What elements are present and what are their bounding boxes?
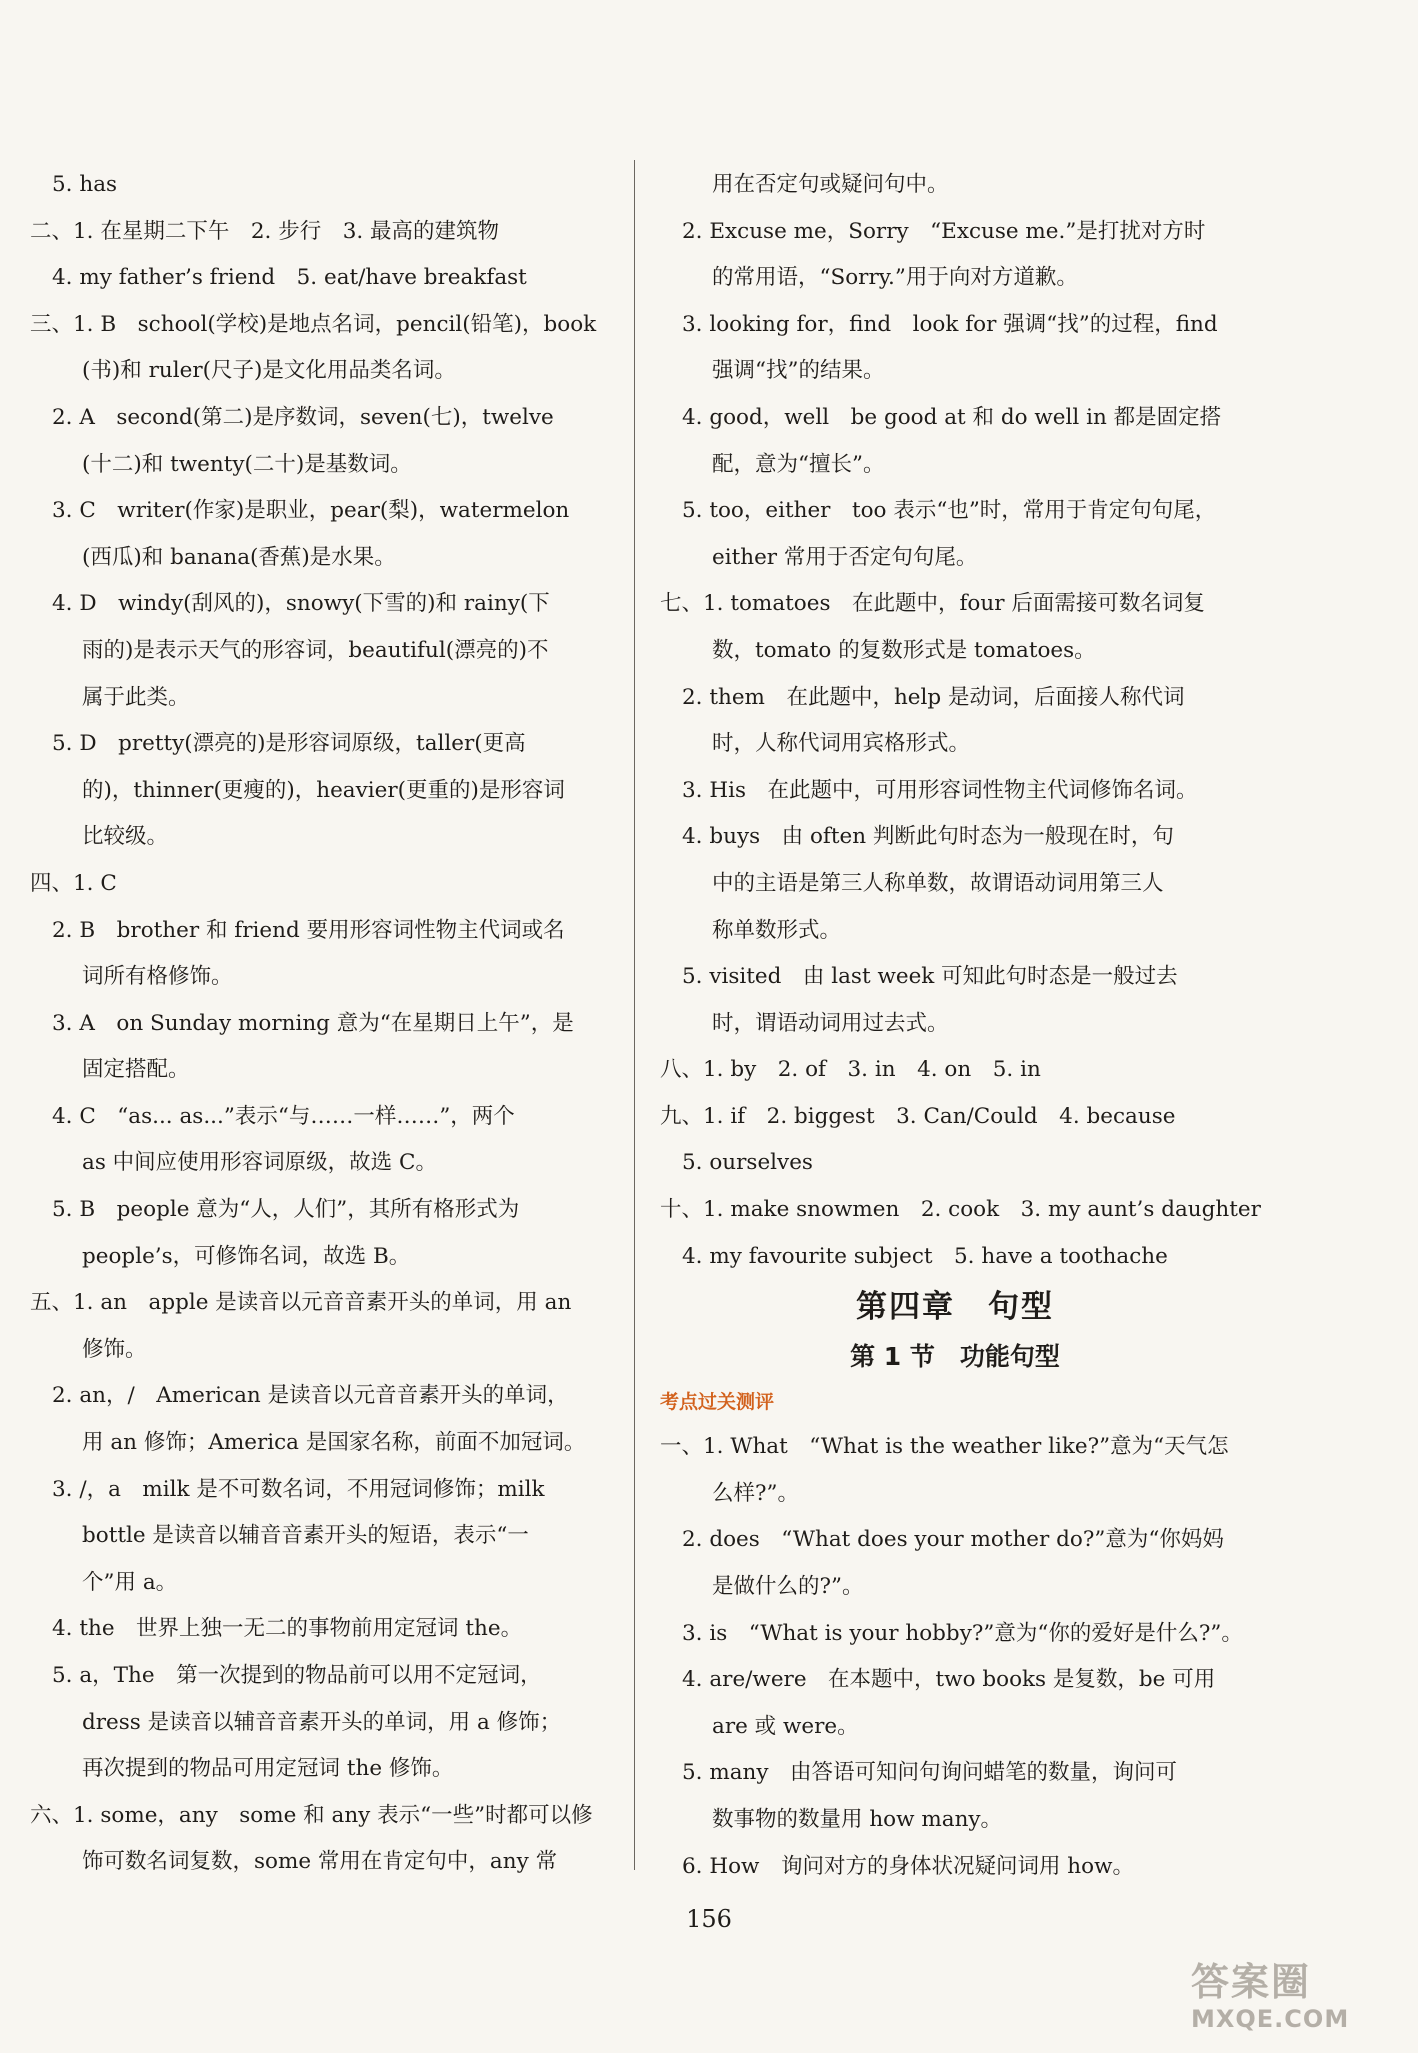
column-divider bbox=[634, 160, 635, 1870]
answer-line: 数，tomato 的复数形式是 tomatoes。 bbox=[712, 637, 1096, 663]
answer-line: 饰可数名词复数，some 常用在肯定句中，any 常 bbox=[82, 1849, 558, 1875]
answer-line: 八、1. by 2. of 3. in 4. on 5. in bbox=[660, 1057, 1041, 1083]
answer-line: 2. Excuse me，Sorry “Excuse me.”是打扰对方时 bbox=[682, 218, 1206, 244]
answer-line: 3. /，a milk 是不可数名词，不用冠词修饰；milk bbox=[52, 1476, 545, 1502]
answer-line: (西瓜)和 banana(香蕉)是水果。 bbox=[82, 544, 396, 570]
answer-line: 4. good，well be good at 和 do well in 都是固定搭 bbox=[682, 404, 1222, 430]
answer-line: 固定搭配。 bbox=[82, 1057, 190, 1083]
answer-line: 4. my father’s friend 5. eat/have breakfast bbox=[52, 265, 527, 291]
answer-line: 5. visited 由 last week 可知此句时态是一般过去 bbox=[682, 964, 1178, 990]
answer-line: either 常用于否定句句尾。 bbox=[712, 544, 978, 570]
answer-line: 5. B people 意为“人，人们”，其所有格形式为 bbox=[52, 1197, 520, 1223]
answer-line: 五、1. an apple 是读音以元音音素开头的单词，用 an bbox=[30, 1290, 572, 1316]
answer-line: 4. buys 由 often 判断此句时态为一般现在时，句 bbox=[682, 824, 1174, 850]
answer-line: 词所有格修饰。 bbox=[82, 964, 233, 990]
answer-line: 5. many 由答语可知问句询问蜡笔的数量，询问可 bbox=[682, 1760, 1178, 1786]
answer-line: 4. C “as... as...”表示“与……一样……”，两个 bbox=[52, 1103, 515, 1129]
watermark-logo bbox=[1191, 1959, 1396, 2039]
answer-line: 3. is “What is your hobby?”意为“你的爱好是什么?”。 bbox=[682, 1620, 1243, 1646]
answer-line: 雨的)是表示天气的形容词，beautiful(漂亮的)不 bbox=[82, 637, 549, 663]
answer-line: 2. does “What does your mother do?”意为“你妈妈 bbox=[682, 1527, 1224, 1553]
answer-line: 5. too，either too 表示“也”时，常用于肯定句句尾， bbox=[682, 498, 1217, 524]
chapter-heading: 第四章 句型 bbox=[856, 1289, 1054, 1326]
answer-line: 一、1. What “What is the weather like?”意为“天气怎 bbox=[660, 1434, 1229, 1460]
answer-line: 称单数形式。 bbox=[712, 917, 842, 943]
answer-line: 的)，thinner(更瘦的)，heavier(更重的)是形容词 bbox=[82, 777, 565, 803]
answer-line: 九、1. if 2. biggest 3. Can/Could 4. because bbox=[660, 1103, 1176, 1129]
answer-line: 数事物的数量用 how many。 bbox=[712, 1807, 1003, 1832]
answer-line: 中的主语是第三人称单数，故谓语动词用第三人 bbox=[712, 870, 1164, 896]
answer-line: bottle 是读音以辅音音素开头的短语，表示“一 bbox=[82, 1523, 529, 1549]
answer-line: 的常用语，“Sorry.”用于向对方道歉。 bbox=[712, 265, 1078, 291]
answer-line: 5. has bbox=[52, 172, 118, 197]
answer-line: 比较级。 bbox=[82, 824, 169, 850]
answer-line: 4. my favourite subject 5. have a toothache bbox=[682, 1243, 1168, 1269]
answer-line: 配，意为“擅长”。 bbox=[712, 451, 885, 477]
answer-line: 么样?”。 bbox=[712, 1480, 800, 1506]
test-tag: 考点过关测评 bbox=[660, 1391, 775, 1414]
answer-line: 5. D pretty(漂亮的)是形容词原级，taller(更高 bbox=[52, 731, 526, 757]
answer-line: 七、1. tomatoes 在此题中，four 后面需接可数名词复 bbox=[660, 591, 1205, 617]
page-number: 156 bbox=[686, 1905, 732, 1933]
answer-line: (书)和 ruler(尺子)是文化用品类名词。 bbox=[82, 358, 456, 384]
answer-line: 三、1. B school(学校)是地点名词，pencil(铅笔)，book bbox=[30, 311, 597, 337]
answer-line: 时，谓语动词用过去式。 bbox=[712, 1010, 949, 1036]
answer-line: dress 是读音以辅音音素开头的单词，用 a 修饰； bbox=[82, 1709, 562, 1735]
answer-line: (十二)和 twenty(二十)是基数词。 bbox=[82, 451, 412, 477]
answer-line: 3. His 在此题中，可用形容词性物主代词修饰名词。 bbox=[682, 777, 1198, 803]
answer-line: 用 an 修饰；America 是国家名称，前面不加冠词。 bbox=[82, 1430, 586, 1456]
watermark-url: MXQE.COM bbox=[1191, 2005, 1350, 2033]
answer-line: 六、1. some，any some 和 any 表示“一些”时都可以修 bbox=[30, 1802, 593, 1828]
answer-line: 5. ourselves bbox=[682, 1150, 813, 1176]
answer-line: 个”用 a。 bbox=[82, 1569, 178, 1595]
section-heading: 第 1 节 功能句型 bbox=[850, 1342, 1060, 1372]
answer-line: 3. A on Sunday morning 意为“在星期日上午”，是 bbox=[52, 1010, 574, 1036]
answer-line: 3. C writer(作家)是职业，pear(梨)，watermelon bbox=[52, 498, 570, 524]
answer-line: 四、1. C bbox=[30, 870, 117, 896]
answer-line: 再次提到的物品可用定冠词 the 修饰。 bbox=[82, 1756, 454, 1782]
answer-line: as 中间应使用形容词原级，故选 C。 bbox=[82, 1150, 437, 1176]
left-column bbox=[30, 162, 620, 1886]
answer-line: 5. a，The 第一次提到的物品前可以用不定冠词， bbox=[52, 1663, 542, 1688]
answer-line: 修饰。 bbox=[82, 1336, 147, 1362]
right-column-answers bbox=[660, 162, 1261, 1280]
answer-line: 6. How 询问对方的身体状况疑问词用 how。 bbox=[682, 1853, 1134, 1879]
answer-line: 2. an，/ American 是读音以元音音素开头的单词， bbox=[52, 1383, 569, 1409]
answer-line: 2. them 在此题中，help 是动词，后面接人称代词 bbox=[682, 684, 1185, 710]
answer-line: 二、1. 在星期二下午 2. 步行 3. 最高的建筑物 bbox=[30, 218, 500, 244]
answer-line: 4. the 世界上独一无二的事物前用定冠词 the。 bbox=[52, 1616, 523, 1642]
right-column bbox=[660, 162, 1261, 1890]
answer-line: people’s，可修饰名词，故选 B。 bbox=[82, 1243, 411, 1269]
answer-line: 4. D windy(刮风的)，snowy(下雪的)和 rainy(下 bbox=[52, 591, 550, 617]
right-column-chapter-answers bbox=[660, 1424, 1250, 1890]
answer-line: 十、1. make snowmen 2. cook 3. my aunt’s daughter bbox=[660, 1197, 1261, 1223]
watermark-title: 答案圈 bbox=[1191, 1960, 1312, 2004]
answer-line: are 或 were。 bbox=[712, 1713, 859, 1739]
answer-line: 用在否定句或疑问句中。 bbox=[712, 172, 949, 197]
answer-line: 是做什么的?”。 bbox=[712, 1574, 864, 1600]
answer-line: 时，人称代词用宾格形式。 bbox=[712, 731, 971, 757]
answer-line: 2. A second(第二)是序数词，seven(七)，twelve bbox=[52, 404, 554, 430]
answer-line: 2. B brother 和 friend 要用形容词性物主代词或名 bbox=[52, 917, 565, 943]
answer-line: 属于此类。 bbox=[82, 684, 190, 710]
answer-line: 3. looking for，find look for 强调“找”的过程，find bbox=[682, 311, 1218, 337]
answer-line: 强调“找”的结果。 bbox=[712, 358, 885, 384]
answer-line: 4. are/were 在本题中，two books 是复数，be 可用 bbox=[682, 1667, 1216, 1693]
